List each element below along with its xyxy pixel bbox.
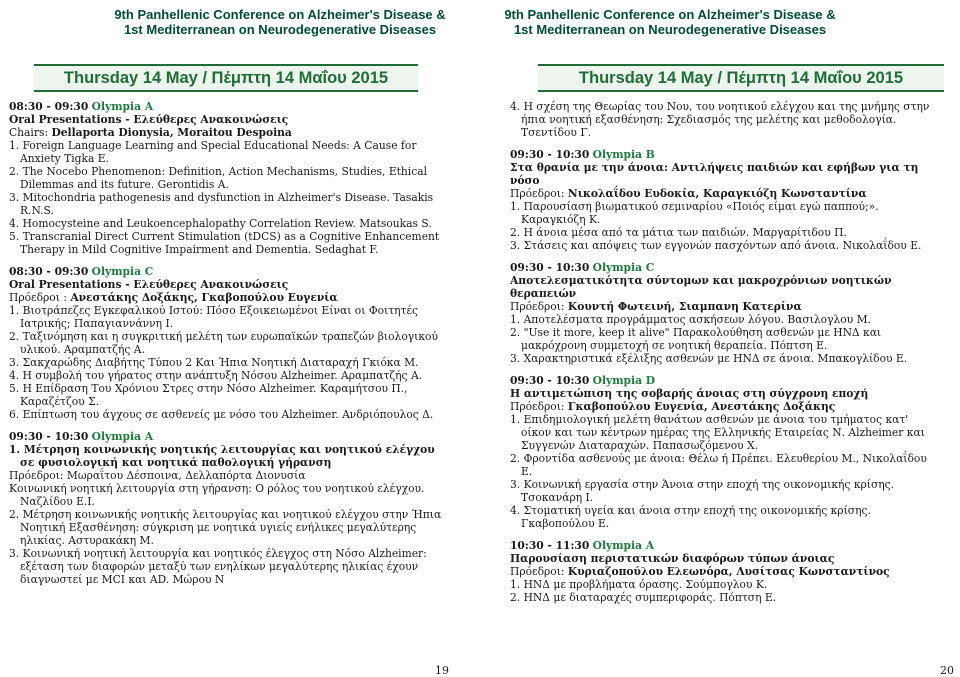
list-item: 1. Foreign Language Learning and Special Educational Needs: A Cause for Anxiety Tigka E. <box>9 139 417 165</box>
session-time-room <box>510 374 935 387</box>
list-item: 2. ΗΝΔ με διαταραχές συμπεριφοράς. Πόπτση Ε. <box>510 591 777 604</box>
chair-label: Πρόεδροι : <box>9 291 71 304</box>
header-line-1: 9th Panhellenic Conference on Alzheimer's Disease & <box>504 7 836 22</box>
session-room: Olympia A <box>592 539 655 552</box>
header-line-2: 1st Mediterranean on Neurodegenerative Diseases <box>513 22 827 37</box>
session-room: Olympia C <box>592 261 655 274</box>
session-title: Στα θρανία με την άνοια: Αντιλήψεις παιδιών και εφήβων για τη νόσο <box>510 161 919 187</box>
session-chairs <box>9 126 445 139</box>
program-content <box>9 100 445 595</box>
chair-label: Πρόεδροι: <box>510 187 568 200</box>
chair-label: Chairs: <box>9 126 52 139</box>
continued-items <box>510 100 935 139</box>
list-item: 1. Παρουσίαση βιωματικού σεμιναρίου «Ποιός είμαι εγώ παππού;». Καραγκιόζη Κ. <box>510 200 879 226</box>
list-item: 2. Μέτρηση κοινωνικής νοητικής λειτουργίας και νοητικού ελέγχου στην Ήπια Νοητική Εξασθένηση: σύγκριση με νοητικά υγιείς ενήλικες μεγαλύτερης ηλικίας. Αστυρακάκη Μ. <box>9 508 442 547</box>
list-item: 4. Στοματική υγεία και άνοια στην εποχή της οικονομικής κρίσης. Γκαβοπούλου Ε. <box>510 504 871 530</box>
header-line-1: 9th Panhellenic Conference on Alzheimer's Disease & <box>114 7 446 22</box>
day-banner: Thursday 14 May / Πέμπτη 14 Μαΐου 2015 <box>538 64 944 92</box>
list-item: 4. Η σχέση της Θεωρίας του Νου, του νοητικού ελέγχου και της μνήμης στην ήπια νοητική εξασθένηση: Σχεδιασμός της μελέτης και μεθοδολογία. Τσεντίδου Γ. <box>510 100 930 139</box>
session-time: 09:30 - 10:30 <box>510 261 590 274</box>
list-item: 1. Επιδημιολογική μελέτη θανάτων ασθενών με άνοια του τμήματος κατ' οίκον και των κέντρων ημέρας της Ελληνικής Εταιρείας Ν. Alzheimer και Συγγενών Διαταραχών. Παπασωζόμενου Χ. <box>510 413 925 452</box>
chair-label: Πρόεδροι: <box>510 565 568 578</box>
list-item: Κοινωνική νοητική λειτουργία στη γήρανση: Ο ρόλος του νοητικού ελέγχου. Ναζλίδου Ε.Ι. <box>9 482 425 508</box>
header-line-2: 1st Mediterranean on Neurodegenerative Diseases <box>123 22 437 37</box>
session-title: Παρουσίαση περιστατικών διαφόρων τύπων άνοιας <box>510 552 835 565</box>
page-number: 19 <box>435 664 449 677</box>
session-time: 08:30 - 09:30 <box>9 265 89 278</box>
session-time: 08:30 - 09:30 <box>9 100 89 113</box>
list-item: 4. Η συμβολή του γήρατος στην ανάπτυξη Νόσου Alzheimer. Αραμπατζής Α. <box>9 369 423 382</box>
session-time-room <box>510 261 935 274</box>
session-block <box>9 430 445 586</box>
conference-header <box>0 7 560 37</box>
session-block <box>9 265 445 421</box>
conference-header <box>480 7 860 37</box>
program-content <box>510 100 935 613</box>
list-item: 6. Επίπτωση του άγχους σε ασθενείς με νόσο του Alzheimer. Ανδριόπουλος Δ. <box>9 408 434 421</box>
session-title: Η αντιμετώπιση της σοβαρής άνοιας στη σύγχρονη εποχή <box>510 387 869 400</box>
session-chairs <box>9 291 445 304</box>
chair-names: Dellaporta Dionysia, Moraitou Despoina <box>51 126 292 139</box>
list-item: 5. Η Επίδραση Του Χρόνιου Στρες στην Νόσο Alzheimer. Καραμήτσου Π., Καραζέτζου Σ. <box>9 382 408 408</box>
session-block <box>510 539 935 604</box>
day-banner: Thursday 14 May / Πέμπτη 14 Μαΐου 2015 <box>34 64 418 92</box>
session-time: 09:30 - 10:30 <box>9 430 89 443</box>
session-block <box>510 261 935 365</box>
page-number: 20 <box>940 664 954 677</box>
session-block <box>9 100 445 256</box>
list-item: 3. Mitochondria pathogenesis and dysfunction in Alzheimer's Disease. Tasakis R.N.S. <box>9 191 434 217</box>
list-item: 3. Στάσεις και απόψεις των εγγονών πασχόντων από άνοια. Νικολαΐδου Ε. <box>510 239 922 252</box>
chair-names: Γκαβοπούλου Ευγενία, Ανεστάκης Δοξάκης <box>567 400 836 413</box>
session-chairs <box>510 400 935 413</box>
session-chairs <box>510 300 935 313</box>
session-room: Olympia C <box>91 265 154 278</box>
session-title: Oral Presentations - Ελεύθερες Ανακοινώσεις <box>9 278 289 291</box>
list-item: 2. Φροντίδα ασθενούς με άνοια: Θέλω ή Πρέπει. Ελευθερίου Μ., Νικολαΐδου Ε. <box>510 452 927 478</box>
session-room: Olympia B <box>592 148 655 161</box>
chair-label: Πρόεδροι: <box>510 400 568 413</box>
list-item: 2. Ταξινόμηση και η συγκριτική μελέτη των ευρωπαϊκών τραπεζών βιολογικού υλικού. Αραμπατζής Α. <box>9 330 438 356</box>
list-item: 1. Βιοτράπεζες Εγκεφαλικού Ιστού: Πόσο Εξοικειωμένοι Είναι οι Φοιτητές Ιατρικής; Παπαγιαννάννη Ι. <box>9 304 418 330</box>
session-block <box>510 374 935 530</box>
session-time-room <box>9 430 445 443</box>
session-time-room <box>510 148 935 161</box>
list-item: 2. Η άνοια μέσα από τα μάτια των παιδιών. Μαργαρίτιδου Π. <box>510 226 847 239</box>
session-room: Olympia A <box>91 430 154 443</box>
session-title: Oral Presentations - Ελεύθερες Ανακοινώσεις <box>9 113 289 126</box>
list-item: 1. ΗΝΔ με προβλήματα όρασης. Σούμπογλου Κ. <box>510 578 768 591</box>
list-item: 3. Κοινωνική εργασία στην Άνοια στην εποχή της οικονομικής κρίσης. Τσοκανάρη Ι. <box>510 478 895 504</box>
session-block <box>510 148 935 252</box>
list-item: Πρόεδροι: Μωραΐτου Δέσποινα, Δελλαπόρτα Διονυσία <box>9 469 306 482</box>
session-time: 09:30 - 10:30 <box>510 374 590 387</box>
list-item: 3. Χαρακτηριστικά εξέλιξης ασθενών με ΗΝΔ σε άνοια. Μπακογλίδου Ε. <box>510 352 908 365</box>
list-item: 3. Κοινωνική νοητική λειτουργία και νοητικός έλεγχος στη Νόσο Alzheimer: εξέταση των διαφορών μεταξύ των ενηλίκων μεγαλύτερης ηλικίας έχουν διαγνωστεί με MCI και AD. Μώρου Ν <box>9 547 427 586</box>
chair-names: Ανεστάκης Δοξάκης, Γκαβοπούλου Ευγενία <box>70 291 338 304</box>
list-item: 5. Transcranial Direct Current Stimulation (tDCS) as a Cognitive Enhancement Therapy in Mild Cognitive Impairment and Dementia. Sedaghat F. <box>9 230 440 256</box>
list-item: 4. Homocysteine and Leukoencephalopathy Correlation Review. Matsoukas S. <box>9 217 432 230</box>
session-room: Olympia A <box>91 100 154 113</box>
chair-names: Νικολαΐδου Ευδοκία, Καραγκιόζη Κωνσταντίνα <box>567 187 867 200</box>
session-time-room <box>9 265 445 278</box>
chair-names: Κυριαζοπούλου Ελεωνόρα, Λυσίτσας Κωνσταντίνος <box>567 565 890 578</box>
list-item: 2. "Use it more, keep it alive" Παρακολούθηση ασθενών με ΗΝΔ και μακρόχρονη συμμετοχή σε νοητική θεραπεία. Πόπτση Ε. <box>510 326 882 352</box>
session-time-room <box>510 539 935 552</box>
session-time: 10:30 - 11:30 <box>510 539 590 552</box>
session-time: 09:30 - 10:30 <box>510 148 590 161</box>
list-item: 1. Αποτελέσματα προγράμματος ασκήσεων λόγου. Βασιλογλου Μ. <box>510 313 871 326</box>
right-page <box>480 0 960 677</box>
list-item: 3. Σακχαρώδης Διαβήτης Τύπου 2 Και Ήπια Νοητική Διαταραχή Γκιόκα Μ. <box>9 356 419 369</box>
session-title: Αποτελεσματικότητα σύντομων και μακροχρόνιων νοητικών θεραπειών <box>510 274 892 300</box>
list-item: 1. Μέτρηση κοινωνικής νοητικής λειτουργίας και νοητικού ελέγχου σε φυσιολογική και νοητικά παθολογική γήρανση <box>9 443 435 469</box>
chair-names: Κουντή Φωτεινή, Σιαμπανη Κατερίνα <box>567 300 802 313</box>
list-item: 2. The Nocebo Phenomenon: Definition, Action Mechanisms, Studies, Ethical Dilemmas and its future. Gerontidis A. <box>9 165 427 191</box>
session-time-room <box>9 100 445 113</box>
chair-label: Πρόεδροι: <box>510 300 568 313</box>
session-room: Olympia D <box>592 374 656 387</box>
session-chairs <box>510 565 935 578</box>
session-chairs <box>510 187 935 200</box>
